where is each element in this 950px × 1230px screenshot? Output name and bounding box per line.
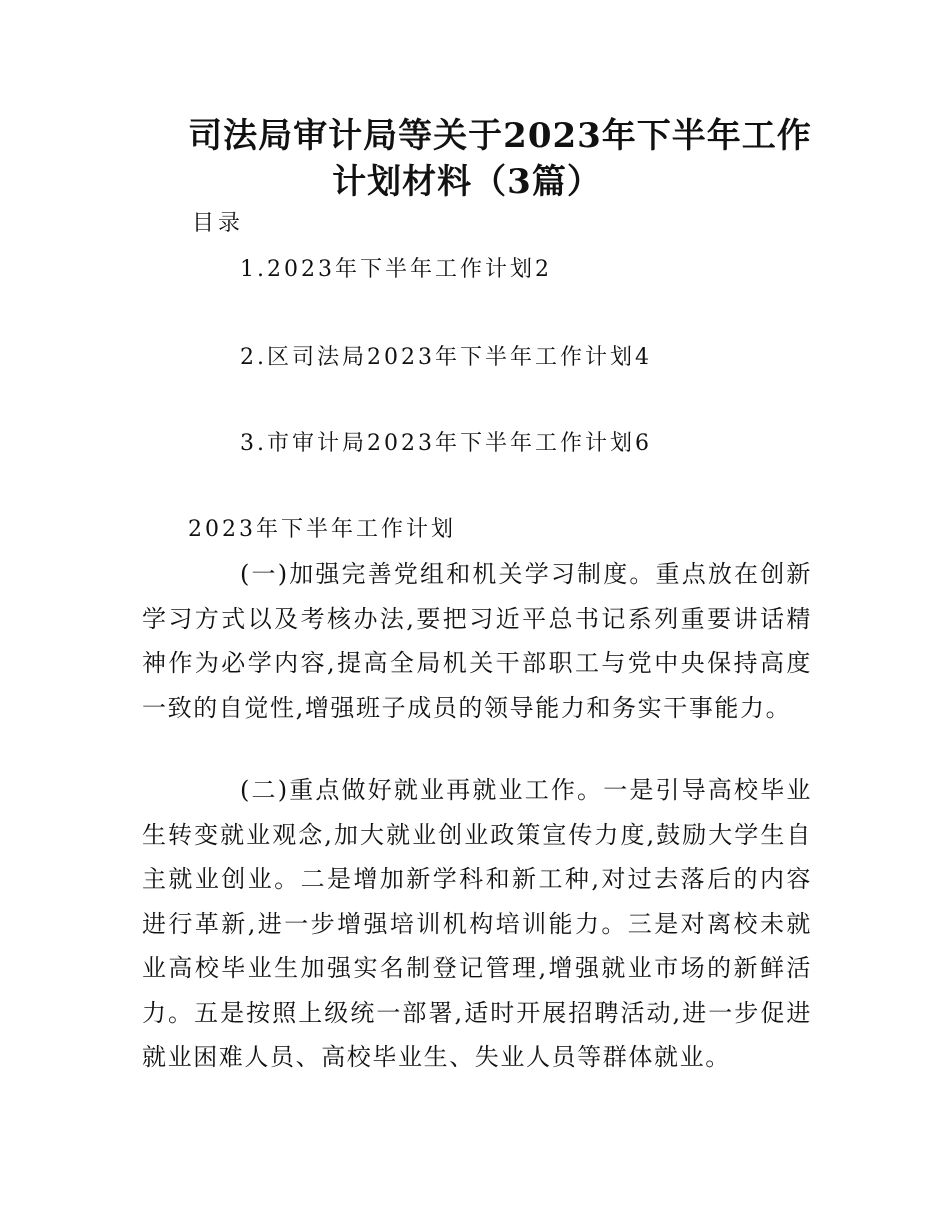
document-title-line-2: 计划材料（3篇）: [332, 162, 602, 202]
paragraph-2: (二)重点做好就业再就业工作。一是引导高校毕业生转变就业观念,加大就业创业政策宣传力度,鼓励大学生自主就业创业。二是增加新学科和新工种,对过去落后的内容进行革新,进一步增强培训机构培训能力。三是对离校未就业高校毕业生加强实名制登记管理,增强就业市场的新鲜活力。五是按照上级统一部署,适时开展招聘活动,进一步促进就业困难人员、高校毕业生、失业人员等群体就业。: [142, 776, 812, 1071]
toc-item-3: 3.市审计局2023年下半年工作计划6: [240, 431, 652, 456]
paragraph-1: (一)加强完善党组和机关学习制度。重点放在创新学习方式以及考核办法,要把习近平总书记系列重要讲话精神作为必学内容,提高全局机关干部职工与党中央保持高度一致的自觉性,增强班子成员的领导能力和务实干事能力。: [142, 560, 812, 722]
section-title: 2023年下半年工作计划: [188, 517, 456, 542]
toc-item-2: 2.区司法局2023年下半年工作计划4: [240, 345, 652, 370]
document-title-line-1: 司法局审计局等关于2023年下半年工作: [188, 116, 812, 156]
toc-item-1: 1.2023年下半年工作计划2: [240, 257, 552, 282]
toc-heading: 目录: [192, 211, 245, 236]
